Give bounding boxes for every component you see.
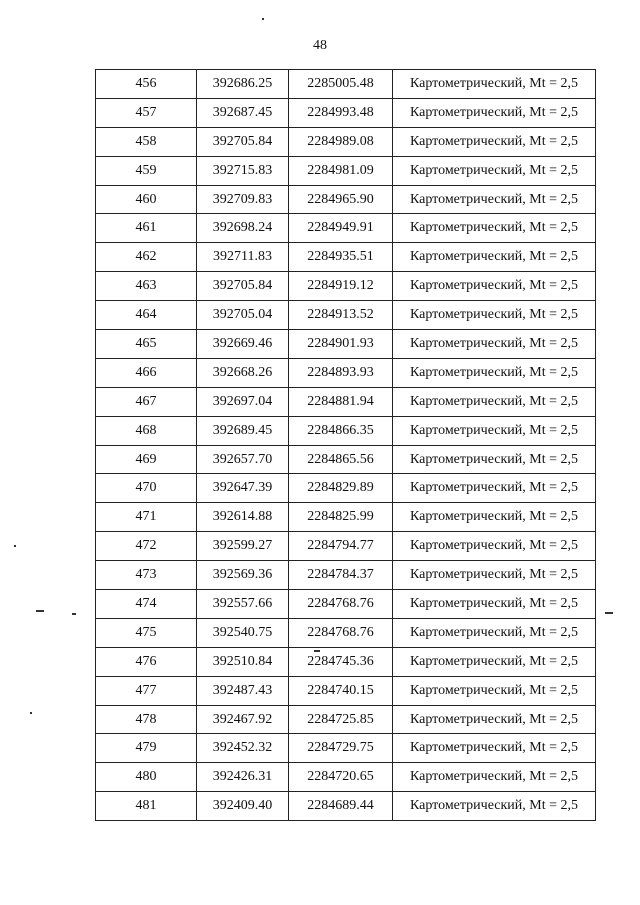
table-row — [96, 387, 596, 416]
y-coordinate-cell: 2285005.48 — [289, 70, 393, 99]
x-coordinate-cell: 392705.04 — [197, 301, 289, 330]
method-cell: Картометрический, Mt = 2,5 — [393, 98, 596, 127]
method-cell: Картометрический, Mt = 2,5 — [393, 156, 596, 185]
y-coordinate-cell: 2284865.56 — [289, 445, 393, 474]
x-coordinate-cell: 392647.39 — [197, 474, 289, 503]
table-row — [96, 127, 596, 156]
y-coordinate-cell: 2284949.91 — [289, 214, 393, 243]
point-number-cell: 461 — [96, 214, 197, 243]
y-coordinate-cell: 2284829.89 — [289, 474, 393, 503]
y-coordinate-cell: 2284729.75 — [289, 734, 393, 763]
y-coordinate-cell: 2284745.36 — [289, 647, 393, 676]
y-coordinate-cell: 2284689.44 — [289, 792, 393, 821]
x-coordinate-cell: 392705.84 — [197, 272, 289, 301]
point-number-cell: 473 — [96, 561, 197, 590]
method-cell: Картометрический, Mt = 2,5 — [393, 763, 596, 792]
x-coordinate-cell: 392709.83 — [197, 185, 289, 214]
y-coordinate-cell: 2284768.76 — [289, 590, 393, 619]
x-coordinate-cell: 392452.32 — [197, 734, 289, 763]
table-row — [96, 416, 596, 445]
x-coordinate-cell: 392409.40 — [197, 792, 289, 821]
method-cell: Картометрический, Mt = 2,5 — [393, 445, 596, 474]
point-number-cell: 476 — [96, 647, 197, 676]
method-cell: Картометрический, Mt = 2,5 — [393, 503, 596, 532]
method-cell: Картометрический, Mt = 2,5 — [393, 70, 596, 99]
table-row — [96, 734, 596, 763]
y-coordinate-cell: 2284866.35 — [289, 416, 393, 445]
method-cell: Картометрический, Mt = 2,5 — [393, 676, 596, 705]
table-row — [96, 156, 596, 185]
table-row — [96, 705, 596, 734]
table-row — [96, 474, 596, 503]
y-coordinate-cell: 2284893.93 — [289, 358, 393, 387]
method-cell: Картометрический, Mt = 2,5 — [393, 214, 596, 243]
method-cell: Картометрический, Mt = 2,5 — [393, 561, 596, 590]
method-cell: Картометрический, Mt = 2,5 — [393, 358, 596, 387]
method-cell: Картометрический, Mt = 2,5 — [393, 618, 596, 647]
x-coordinate-cell: 392569.36 — [197, 561, 289, 590]
method-cell: Картометрический, Mt = 2,5 — [393, 185, 596, 214]
x-coordinate-cell: 392668.26 — [197, 358, 289, 387]
x-coordinate-cell: 392669.46 — [197, 330, 289, 359]
table-row — [96, 185, 596, 214]
table-row — [96, 532, 596, 561]
point-number-cell: 474 — [96, 590, 197, 619]
table-row — [96, 763, 596, 792]
table-row — [96, 358, 596, 387]
point-number-cell: 458 — [96, 127, 197, 156]
x-coordinate-cell: 392705.84 — [197, 127, 289, 156]
x-coordinate-cell: 392686.25 — [197, 70, 289, 99]
y-coordinate-cell: 2284881.94 — [289, 387, 393, 416]
y-coordinate-cell: 2284720.65 — [289, 763, 393, 792]
table-row — [96, 70, 596, 99]
x-coordinate-cell: 392557.66 — [197, 590, 289, 619]
method-cell: Картометрический, Mt = 2,5 — [393, 705, 596, 734]
scan-speck — [314, 650, 320, 652]
point-number-cell: 468 — [96, 416, 197, 445]
x-coordinate-cell: 392657.70 — [197, 445, 289, 474]
table-row — [96, 503, 596, 532]
point-number-cell: 464 — [96, 301, 197, 330]
page-number: 48 — [313, 38, 327, 53]
point-number-cell: 472 — [96, 532, 197, 561]
method-cell: Картометрический, Mt = 2,5 — [393, 330, 596, 359]
point-number-cell: 475 — [96, 618, 197, 647]
scan-speck — [605, 612, 613, 614]
y-coordinate-cell: 2284989.08 — [289, 127, 393, 156]
x-coordinate-cell: 392426.31 — [197, 763, 289, 792]
method-cell: Картометрический, Mt = 2,5 — [393, 532, 596, 561]
x-coordinate-cell: 392689.45 — [197, 416, 289, 445]
x-coordinate-cell: 392698.24 — [197, 214, 289, 243]
method-cell: Картометрический, Mt = 2,5 — [393, 647, 596, 676]
point-number-cell: 481 — [96, 792, 197, 821]
point-number-cell: 457 — [96, 98, 197, 127]
method-cell: Картометрический, Mt = 2,5 — [393, 474, 596, 503]
y-coordinate-cell: 2284965.90 — [289, 185, 393, 214]
method-cell: Картометрический, Mt = 2,5 — [393, 127, 596, 156]
scan-speck — [14, 545, 16, 547]
table-row — [96, 676, 596, 705]
y-coordinate-cell: 2284794.77 — [289, 532, 393, 561]
table-row — [96, 590, 596, 619]
point-number-cell: 466 — [96, 358, 197, 387]
table-row — [96, 561, 596, 590]
table-row — [96, 272, 596, 301]
method-cell: Картометрический, Mt = 2,5 — [393, 590, 596, 619]
method-cell: Картометрический, Mt = 2,5 — [393, 301, 596, 330]
point-number-cell: 478 — [96, 705, 197, 734]
x-coordinate-cell: 392697.04 — [197, 387, 289, 416]
scan-speck — [262, 18, 264, 20]
point-number-cell: 459 — [96, 156, 197, 185]
point-number-cell: 465 — [96, 330, 197, 359]
x-coordinate-cell: 392614.88 — [197, 503, 289, 532]
table-row — [96, 214, 596, 243]
y-coordinate-cell: 2284768.76 — [289, 618, 393, 647]
y-coordinate-cell: 2284913.52 — [289, 301, 393, 330]
coordinates-table-body — [96, 70, 596, 821]
point-number-cell: 456 — [96, 70, 197, 99]
table-row — [96, 98, 596, 127]
y-coordinate-cell: 2284825.99 — [289, 503, 393, 532]
method-cell: Картометрический, Mt = 2,5 — [393, 734, 596, 763]
scan-speck — [36, 610, 44, 612]
scan-speck — [30, 712, 32, 714]
table-row — [96, 647, 596, 676]
point-number-cell: 467 — [96, 387, 197, 416]
method-cell: Картометрический, Mt = 2,5 — [393, 243, 596, 272]
method-cell: Картометрический, Mt = 2,5 — [393, 272, 596, 301]
x-coordinate-cell: 392599.27 — [197, 532, 289, 561]
y-coordinate-cell: 2284784.37 — [289, 561, 393, 590]
point-number-cell: 462 — [96, 243, 197, 272]
point-number-cell: 479 — [96, 734, 197, 763]
scan-speck — [72, 613, 76, 615]
x-coordinate-cell: 392540.75 — [197, 618, 289, 647]
method-cell: Картометрический, Mt = 2,5 — [393, 416, 596, 445]
point-number-cell: 460 — [96, 185, 197, 214]
point-number-cell: 463 — [96, 272, 197, 301]
x-coordinate-cell: 392687.45 — [197, 98, 289, 127]
table-row — [96, 330, 596, 359]
x-coordinate-cell: 392715.83 — [197, 156, 289, 185]
method-cell: Картометрический, Mt = 2,5 — [393, 792, 596, 821]
y-coordinate-cell: 2284725.85 — [289, 705, 393, 734]
y-coordinate-cell: 2284901.93 — [289, 330, 393, 359]
point-number-cell: 470 — [96, 474, 197, 503]
y-coordinate-cell: 2284935.51 — [289, 243, 393, 272]
table-row — [96, 445, 596, 474]
method-cell: Картометрический, Mt = 2,5 — [393, 387, 596, 416]
table-row — [96, 792, 596, 821]
table-row — [96, 618, 596, 647]
x-coordinate-cell: 392487.43 — [197, 676, 289, 705]
point-number-cell: 469 — [96, 445, 197, 474]
table-row — [96, 243, 596, 272]
point-number-cell: 480 — [96, 763, 197, 792]
y-coordinate-cell: 2284740.15 — [289, 676, 393, 705]
y-coordinate-cell: 2284981.09 — [289, 156, 393, 185]
point-number-cell: 471 — [96, 503, 197, 532]
y-coordinate-cell: 2284993.48 — [289, 98, 393, 127]
y-coordinate-cell: 2284919.12 — [289, 272, 393, 301]
point-number-cell: 477 — [96, 676, 197, 705]
table-row — [96, 301, 596, 330]
x-coordinate-cell: 392711.83 — [197, 243, 289, 272]
x-coordinate-cell: 392467.92 — [197, 705, 289, 734]
x-coordinate-cell: 392510.84 — [197, 647, 289, 676]
coordinates-table — [95, 69, 596, 821]
